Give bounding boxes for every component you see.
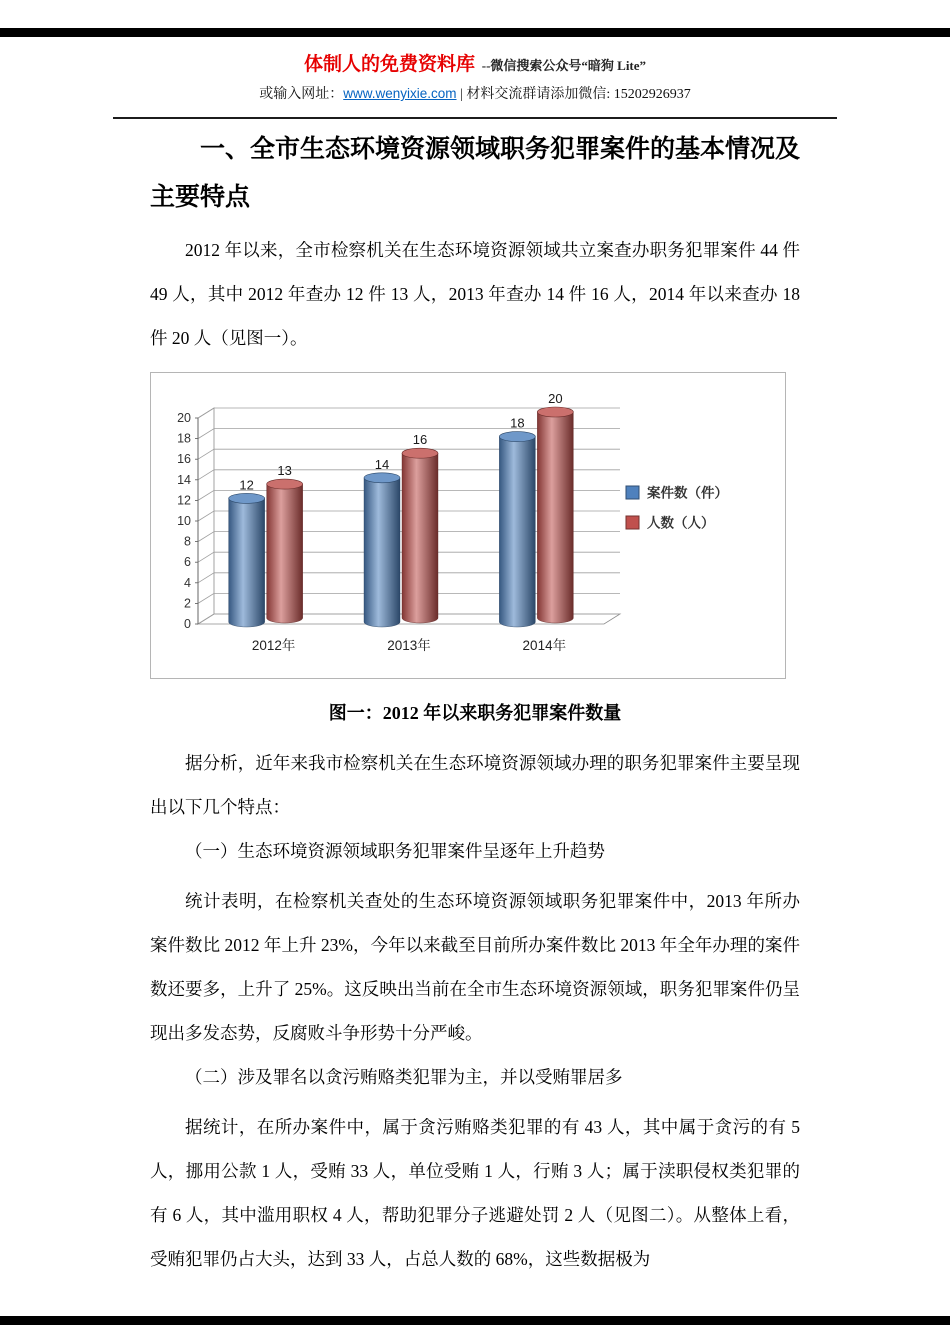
header-divider-line [113, 117, 837, 119]
svg-text:10: 10 [177, 514, 191, 528]
svg-text:2013年: 2013年 [387, 638, 431, 653]
promo-line-2 [0, 83, 950, 106]
analysis-paragraph: 据分析，近年来我市检察机关在生态环境资源领域办理的职务犯罪案件主要呈现出以下几个特点： [150, 753, 800, 817]
figure-one-chart-frame [150, 372, 786, 679]
svg-text:8: 8 [184, 534, 191, 549]
svg-text:12: 12 [239, 477, 254, 493]
brand-note: --微信搜索公众号“暗狗 Lite” [481, 58, 647, 73]
figure-caption: 图一：2012 年以来职务犯罪案件数量 [328, 703, 622, 723]
top-divider-bar [0, 28, 950, 37]
svg-text:18: 18 [177, 431, 191, 446]
brand-title: 体制人的免费资料库 [303, 54, 475, 75]
trend-paragraph: 统计表明，在检察机关查处的生态环境资源领域职务犯罪案件中，2013 年所办案件数比 2012 年上升 23%，今年以来截至目前所办案件数比 2013 年全年办理的案件数还要多，上升了 25%。这反映出当前在全市生态环境资源领域，职务犯罪案件仍呈现出多发态势，反腐败斗争形势十分严峻。 [150, 891, 800, 1043]
crime-stats-paragraph: 据统计，在所办案件中，属于贪污贿赂类犯罪的有 43 人，其中属于贪污的有 5 人，挪用公款 1 人，受贿 33 人，单位受贿 1 人，行贿 3 人；属于渎职侵权类犯罪的有 6 人，其中滥用职权 4 人，帮助犯罪分子逃避处罚 2 人（见图二）。从整体上看，受贿犯罪仍占大头，达到 33 人，占总人数的 68%，这些数据极为 [150, 1117, 800, 1269]
svg-text:16: 16 [177, 452, 191, 467]
promo-line-1 [0, 52, 950, 79]
url-prefix-label: 或输入网址： [259, 87, 344, 102]
wechat-contact-label: | 材料交流群请添加微信: 15202926937 [456, 87, 691, 102]
svg-text:6: 6 [184, 555, 191, 570]
svg-text:14: 14 [374, 456, 390, 472]
intro-paragraph: 2012 年以来，全市检察机关在生态环境资源领域共立案查办职务犯罪案件 44 件 49 人，其中 2012 年查办 12 件 13 人，2013 年查办 14 件 16 人，2014 年以来查办 18 件 20 人（见图一）。 [150, 240, 800, 348]
svg-text:13: 13 [277, 463, 292, 479]
svg-text:2014年: 2014年 [522, 638, 567, 653]
svg-text:16: 16 [412, 432, 428, 448]
svg-text:案件数（件）: 案件数（件） [647, 485, 728, 501]
promo-header [0, 52, 950, 106]
svg-text:2012年: 2012年 [251, 638, 296, 653]
sub-heading-two: （二）涉及罪名以贪污贿赂类犯罪为主，并以受贿罪居多 [185, 1067, 623, 1087]
document-body [150, 126, 800, 1281]
svg-text:人数（人）: 人数（人） [647, 515, 715, 531]
website-link[interactable]: www.wenyixie.com [343, 86, 457, 101]
svg-text:2: 2 [184, 596, 191, 611]
svg-text:14: 14 [177, 472, 191, 487]
svg-text:4: 4 [184, 575, 191, 590]
svg-text:20: 20 [177, 411, 191, 425]
svg-text:18: 18 [510, 415, 525, 431]
section-title: 一、全市生态环境资源领域职务犯罪案件的基本情况及主要特点 [150, 136, 801, 211]
svg-text:12: 12 [177, 493, 191, 508]
svg-text:0: 0 [184, 617, 191, 631]
bottom-divider-bar [0, 1316, 950, 1325]
bar-chart-3d [152, 374, 784, 672]
sub-heading-one: （一）生态环境资源领域职务犯罪案件呈逐年上升趋势 [185, 841, 605, 861]
svg-text:20: 20 [548, 391, 563, 406]
